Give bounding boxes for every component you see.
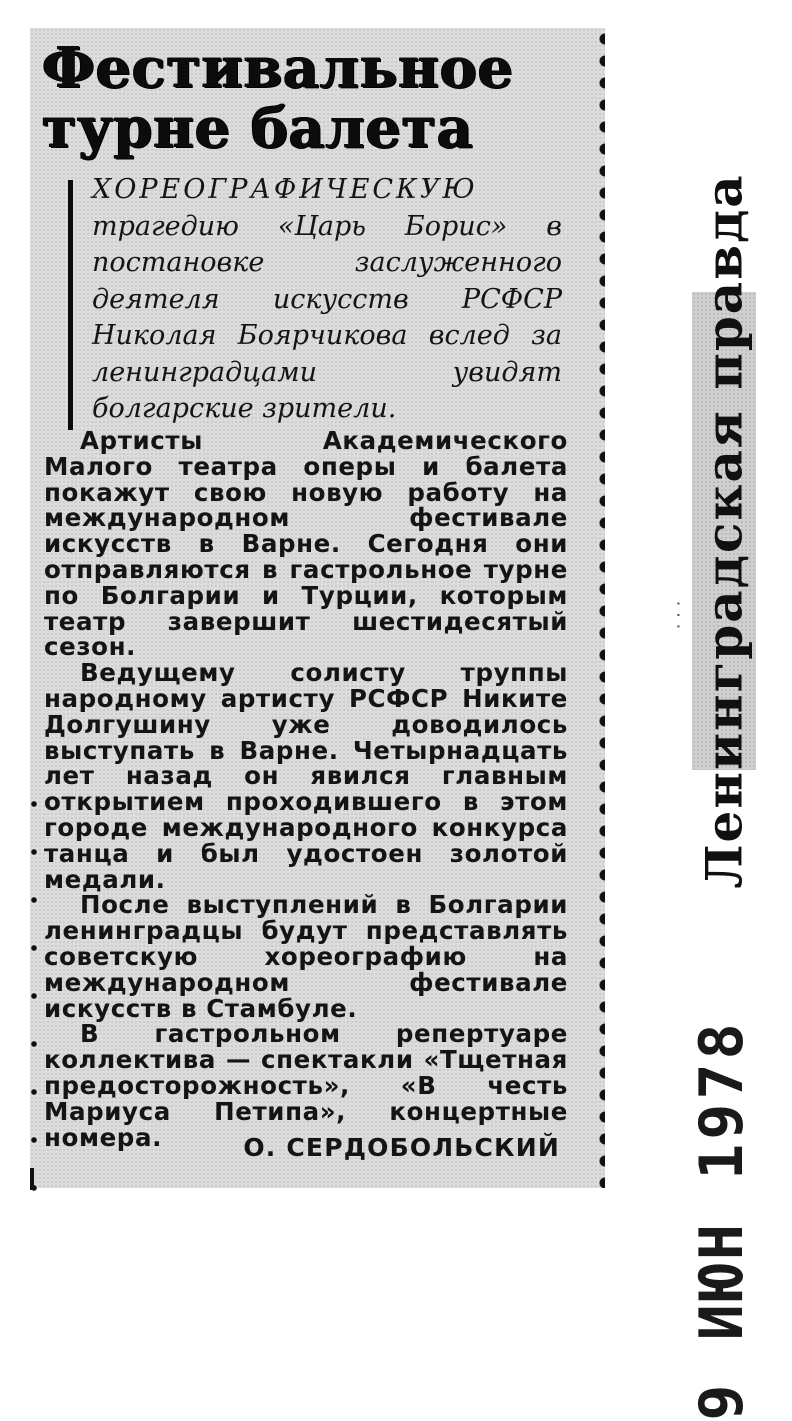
- article-body: [44, 428, 568, 1150]
- lead-rule: [68, 180, 73, 430]
- article-headline: Фестивальное турне балета: [42, 35, 514, 161]
- torn-edge: [591, 28, 605, 1188]
- clip-corner-mark: [30, 1168, 34, 1190]
- newspaper-clipping: [30, 28, 605, 1188]
- torn-left-edge: [30, 780, 38, 1200]
- date-stamp-text: 9 ИЮН 1978: [687, 1019, 757, 1421]
- date-stamp: [672, 1019, 772, 1421]
- paragraph: После выступлений в Болгарии ленинградцы будут представлять советскую хореографию на международном фестивале искусств в Стамбуле.: [44, 890, 568, 1023]
- paragraph: Ведущему солисту труппы народному артисту РСФСР Никите Долгушину уже доводилось выступать в Варне. Четырнадцать лет назад он явился главным открытием проходившего в этом городе международного конкурса танца и был удостоен золотой медали.: [44, 658, 568, 894]
- faint-stamp-text: · · ·: [668, 600, 690, 630]
- faint-stamp-mark: [668, 540, 690, 690]
- newspaper-source-label: [692, 173, 756, 889]
- article-lead: [92, 172, 562, 428]
- paragraph: Артисты Академического Малого театра оперы и балета покажут свою новую работу на международном фестивале искусств в Варне. Сегодня они отправляются в гастрольное турне по Болгарии и Турции, которым театр завершит шестидесятый сезон.: [44, 426, 568, 662]
- lead-text: трагедию «Царь Борис» в постановке заслуженного деятеля искусств РСФСР Николая Боярчикова вслед за ленинградцами увидят болгарские зрители.: [92, 210, 562, 424]
- lead-first-word: ХОРЕОГРАФИЧЕСКУЮ: [92, 174, 478, 205]
- paragraph: В гастрольном репертуаре коллектива — спектакли «Тщетная предосторожность», «В честь Мариуса Петипа», концертные номера.: [44, 1019, 568, 1152]
- source-name: Ленинградская правда: [694, 173, 754, 889]
- author-signature: О. СЕРДОБОЛЬСКИЙ: [243, 1133, 560, 1162]
